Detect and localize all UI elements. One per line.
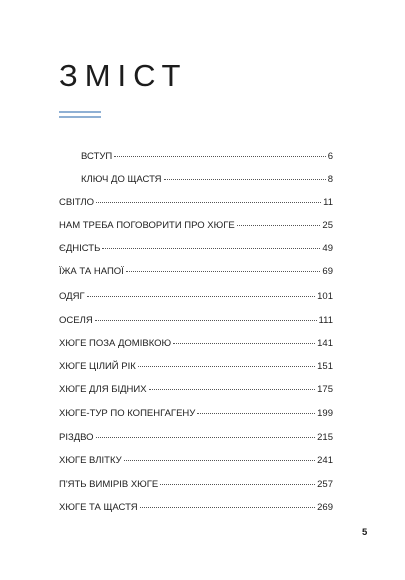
dot-leader (197, 413, 315, 414)
toc-entry[interactable] (59, 220, 333, 232)
dot-leader (237, 225, 321, 226)
toc-entry[interactable] (59, 266, 333, 278)
page-title: ЗМІСТ (59, 58, 188, 93)
toc-entry-page: 257 (317, 479, 333, 490)
toc-entry[interactable] (59, 361, 333, 373)
dot-leader (87, 296, 316, 297)
toc-entry[interactable] (59, 338, 333, 350)
toc-entry-page: 101 (317, 291, 333, 302)
toc-entry-label: П'ЯТЬ ВИМІРІВ ХЮГЕ (59, 479, 159, 490)
toc-entry-page: 111 (318, 315, 333, 326)
dot-leader (140, 507, 316, 508)
toc-entry-label: ХЮГЕ-ТУР ПО КОПЕНГАГЕНУ (59, 408, 196, 419)
toc-entry[interactable] (81, 174, 333, 186)
dot-leader (96, 437, 316, 438)
toc-entry-label: СВІТЛО (59, 197, 95, 208)
toc-entry-label: ХЮГЕ ЦІЛИЙ РІК (59, 361, 136, 372)
toc-entry[interactable] (59, 432, 333, 444)
dot-leader (126, 271, 321, 272)
toc-entry-page: 6 (327, 151, 333, 162)
toc-entry-page: 11 (323, 197, 333, 208)
dot-leader (160, 484, 315, 485)
toc-entry-page: 8 (327, 174, 333, 185)
dot-leader (173, 343, 315, 344)
toc-entry-label: ХЮГЕ ПОЗА ДОМІВКОЮ (59, 338, 172, 349)
toc-entry-page: 25 (322, 220, 333, 231)
toc-entry-page: 269 (317, 502, 333, 513)
toc-entry-label: КЛЮЧ ДО ЩАСТЯ (81, 174, 162, 185)
toc-entry-label: ХЮГЕ ДЛЯ БІДНИХ (59, 384, 147, 395)
toc-entry-label: ОСЕЛЯ (59, 315, 93, 326)
dot-leader (114, 156, 325, 157)
dot-leader (149, 389, 316, 390)
toc-entry-page: 151 (317, 361, 333, 372)
toc-entry-label: ЄДНІСТЬ (59, 243, 101, 254)
toc-entry-page: 241 (317, 455, 333, 466)
toc-entry-page: 141 (317, 338, 333, 349)
decorative-rule (59, 111, 101, 113)
toc-entry-page: 199 (317, 408, 333, 419)
toc-entry-label: ВСТУП (81, 151, 113, 162)
toc-entry-page: 69 (322, 266, 333, 277)
dot-leader (96, 202, 321, 203)
toc-entry[interactable] (59, 408, 333, 420)
toc-entry-label: НАМ ТРЕБА ПОГОВОРИТИ ПРО ХЮГЕ (59, 220, 235, 231)
dot-leader (124, 460, 316, 461)
decorative-rule (59, 116, 101, 118)
toc-entry[interactable] (59, 243, 333, 255)
dot-leader (164, 179, 326, 180)
dot-leader (138, 366, 315, 367)
toc-entry-label: ХЮГЕ ВЛІТКУ (59, 455, 122, 466)
toc-entry[interactable] (59, 384, 333, 396)
toc-entry[interactable] (59, 455, 333, 467)
toc-entry-label: ОДЯГ (59, 291, 85, 302)
toc-entry-page: 49 (322, 243, 333, 254)
toc-entry[interactable] (59, 479, 333, 491)
toc-entry[interactable] (59, 197, 333, 209)
dot-leader (95, 320, 317, 321)
page-number: 5 (362, 527, 368, 538)
toc-entry[interactable] (59, 315, 333, 327)
dot-leader (102, 248, 320, 249)
toc-entry-page: 175 (317, 384, 333, 395)
toc-entry[interactable] (59, 502, 333, 514)
toc-entry[interactable] (81, 151, 333, 163)
toc-entry-page: 215 (317, 432, 333, 443)
toc-entry-label: ХЮГЕ ТА ЩАСТЯ (59, 502, 138, 513)
toc-entry-label: ЇЖА ТА НАПОЇ (59, 266, 124, 277)
toc-entry-label: РІЗДВО (59, 432, 94, 443)
toc-entry[interactable] (59, 291, 333, 303)
